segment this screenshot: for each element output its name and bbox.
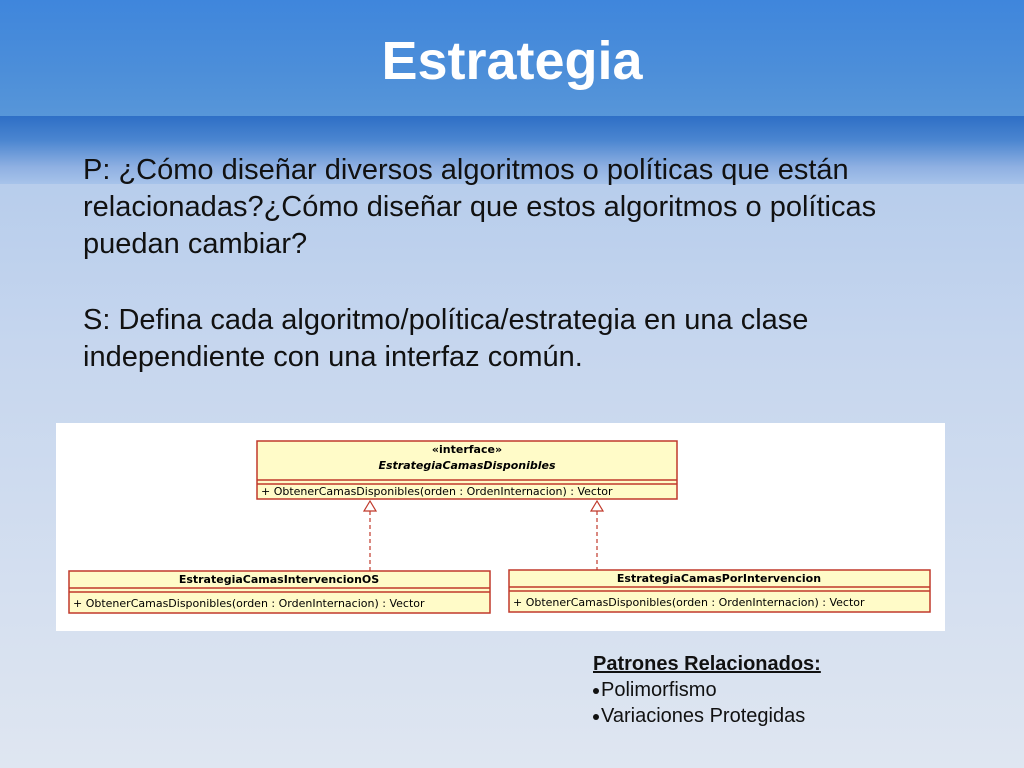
uml-class-diagram xyxy=(56,423,945,631)
interface-operation: + ObtenerCamasDisponibles(orden : OrdenInternacion) : Vector xyxy=(261,485,613,498)
bullet-icon xyxy=(593,714,599,720)
related-patterns-heading: Patrones Relacionados: xyxy=(593,653,821,675)
interface-name: EstrategiaCamasDisponibles xyxy=(378,459,556,472)
impl-class-right-box xyxy=(509,570,930,612)
impl-right-name: EstrategiaCamasPorIntervencion xyxy=(616,572,822,585)
related-patterns xyxy=(593,651,993,729)
realization-connector-right xyxy=(591,501,603,571)
impl-left-operation: + ObtenerCamasDisponibles(orden : OrdenInternacion) : Vector xyxy=(73,597,425,610)
interface-class-box xyxy=(257,441,677,499)
impl-right-operation: + ObtenerCamasDisponibles(orden : OrdenInternacion) : Vector xyxy=(513,596,865,609)
related-pattern-item xyxy=(593,677,993,703)
related-pattern-label: Polimorfismo xyxy=(601,679,717,701)
problem-text: P: ¿Cómo diseñar diversos algoritmos o políticas que están relacionadas?¿Cómo diseñar que estos algoritmos o políticas puedan cambiar? xyxy=(83,154,877,260)
impl-class-left-box xyxy=(69,571,490,613)
related-pattern-item xyxy=(593,703,993,729)
related-pattern-label: Variaciones Protegidas xyxy=(601,705,806,727)
realization-connector-left xyxy=(364,501,376,571)
impl-left-name: EstrategiaCamasIntervencionOS xyxy=(178,573,380,586)
interface-stereotype: «interface» xyxy=(431,443,503,456)
solution-text: S: Defina cada algoritmo/política/estrategia en una clase independiente con una interfaz común. xyxy=(83,304,809,373)
slide-title: Estrategia xyxy=(381,31,643,91)
bullet-icon xyxy=(593,688,599,694)
